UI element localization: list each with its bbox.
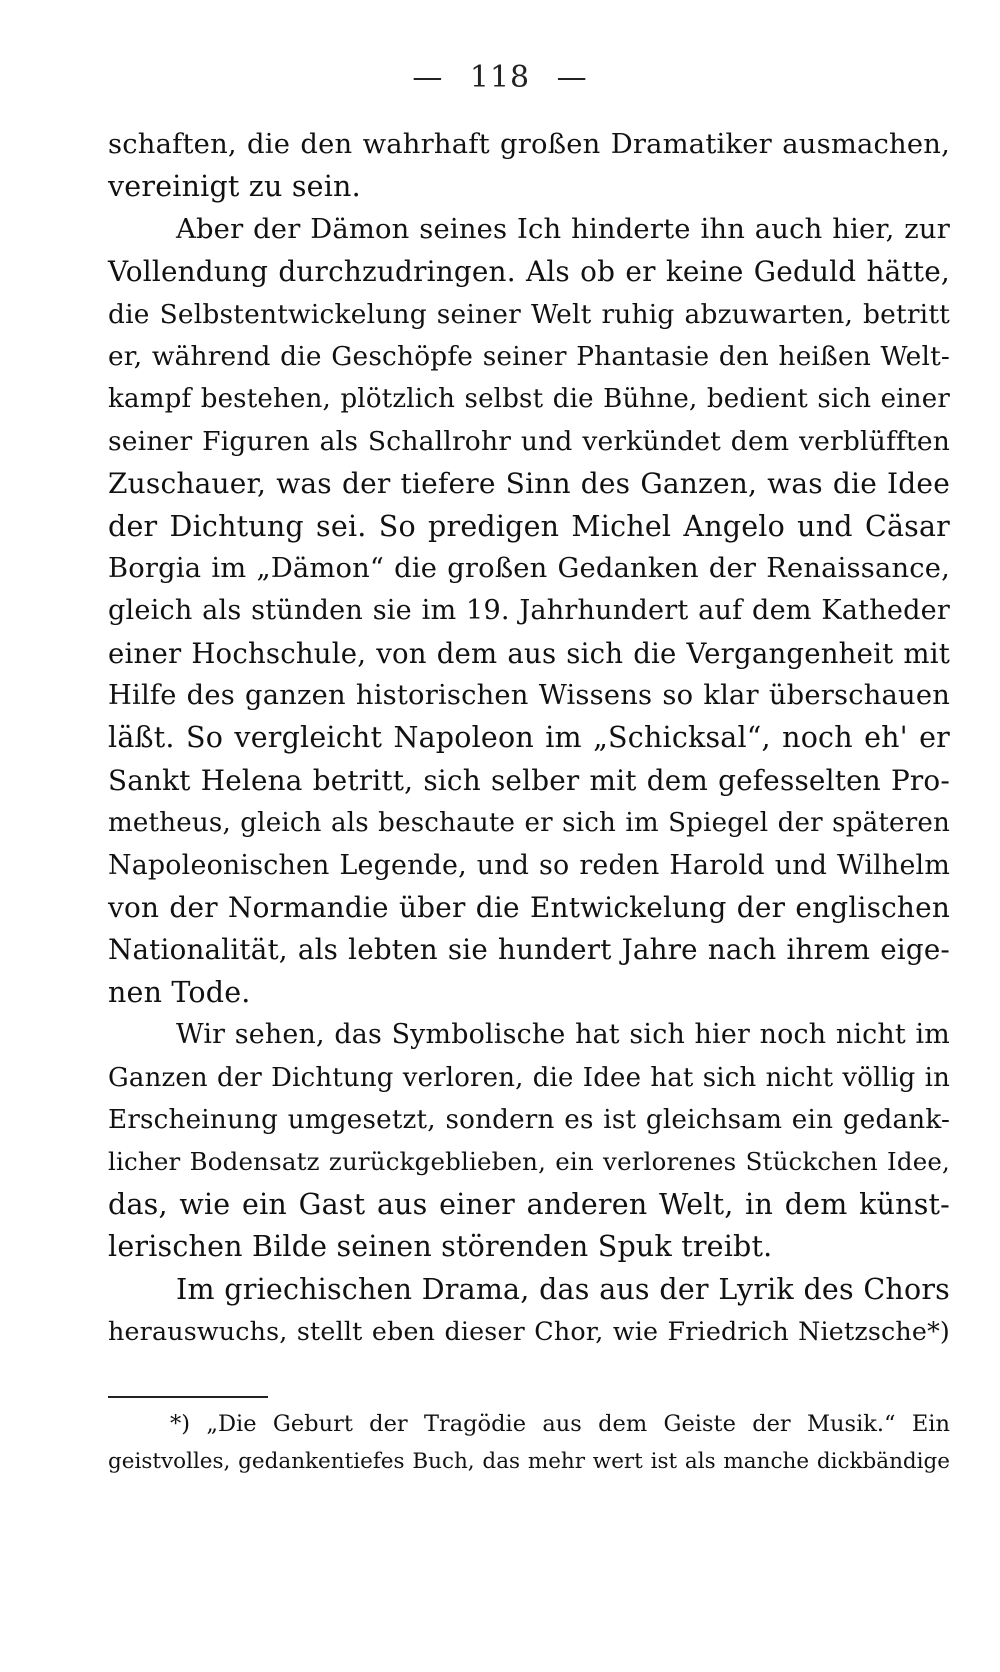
text-line: herauswuchs, stellt eben dieser Chor, wie Friedrich Nietzsche*) xyxy=(108,1316,950,1346)
text-line: Wir sehen, das Symbolische hat sich hier noch nicht im xyxy=(176,1019,950,1051)
text-line: seiner Figuren als Schallrohr und verkündet dem verblüfften xyxy=(108,425,950,457)
footnote xyxy=(108,1406,950,1480)
footnote-divider xyxy=(108,1396,268,1398)
text-line: Zuschauer, was der tiefere Sinn des Ganzen, was die Idee xyxy=(108,467,950,501)
text-line: Napoleonischen Legende, und so reden Harold und Wilhelm xyxy=(108,849,950,881)
text-line: einer Hochschule, von dem aus sich die Vergangenheit mit xyxy=(108,637,950,670)
page-number: 118 xyxy=(469,60,531,95)
text-line: licher Bodensatz zurückgeblieben, ein verlorenes Stückchen Idee, xyxy=(108,1147,950,1177)
text-line: der Dichtung sei. So predigen Michel Angelo und Cäsar xyxy=(108,509,950,543)
text-line: Hilfe des ganzen historischen Wissens so klar überschauen xyxy=(108,680,950,712)
text-line: Nationalität, als lebten sie hundert Jahre nach ihrem eige- xyxy=(108,933,950,967)
footnote-line: *) „Die Geburt der Tragödie aus dem Geiste der Musik.“ Ein xyxy=(170,1411,950,1437)
text-line: von der Normandie über die Entwickelung der englischen xyxy=(108,891,950,925)
page-header xyxy=(0,60,1000,95)
text-line: Sankt Helena betritt, sich selber mit dem gefesselten Pro- xyxy=(108,763,950,797)
text-line: Vollendung durchzudringen. Als ob er keine Geduld hätte, xyxy=(108,255,950,289)
text-line: gleich als stünden sie im 19. Jahrhundert auf dem Katheder xyxy=(108,595,950,627)
text-line: Im griechischen Drama, das aus der Lyrik des Chors xyxy=(176,1272,950,1306)
text-line: Aber der Dämon seines Ich hinderte ihn auch hier, zur xyxy=(176,213,950,245)
text-line: vereinigt zu sein. xyxy=(108,170,361,204)
text-line: Erscheinung umgesetzt, sondern es ist gleichsam ein gedank- xyxy=(108,1104,950,1135)
text-line: metheus, gleich als beschaute er sich im Spiegel der späteren xyxy=(108,808,950,839)
text-line: nen Tode. xyxy=(108,975,251,1009)
footnote-line: geistvolles, gedankentiefes Buch, das mehr wert ist als manche dickbändige xyxy=(108,1449,950,1474)
body-text xyxy=(108,124,950,1353)
text-line: er, während die Geschöpfe seiner Phantasie den heißen Welt- xyxy=(108,341,950,372)
text-line: läßt. So vergleicht Napoleon im „Schicksal“, noch eh' er xyxy=(108,721,950,755)
text-line: schaften, die den wahrhaft großen Dramatiker ausmachen, xyxy=(108,129,950,160)
header-dash-left: — xyxy=(412,60,444,95)
text-line: kampf bestehen, plötzlich selbst die Bühne, bedient sich einer xyxy=(108,384,950,415)
text-line: die Selbstentwickelung seiner Welt ruhig abzuwarten, betritt xyxy=(108,298,950,330)
text-line: Borgia im „Dämon“ die großen Gedanken der Renaissance, xyxy=(108,552,950,584)
text-line: lerischen Bilde seinen störenden Spuk treibt. xyxy=(108,1230,773,1264)
text-line: Ganzen der Dichtung verloren, die Idee hat sich nicht völlig in xyxy=(108,1062,950,1093)
header-dash-right: — xyxy=(556,60,588,95)
text-line: das, wie ein Gast aus einer anderen Welt, in dem künst- xyxy=(108,1187,950,1221)
